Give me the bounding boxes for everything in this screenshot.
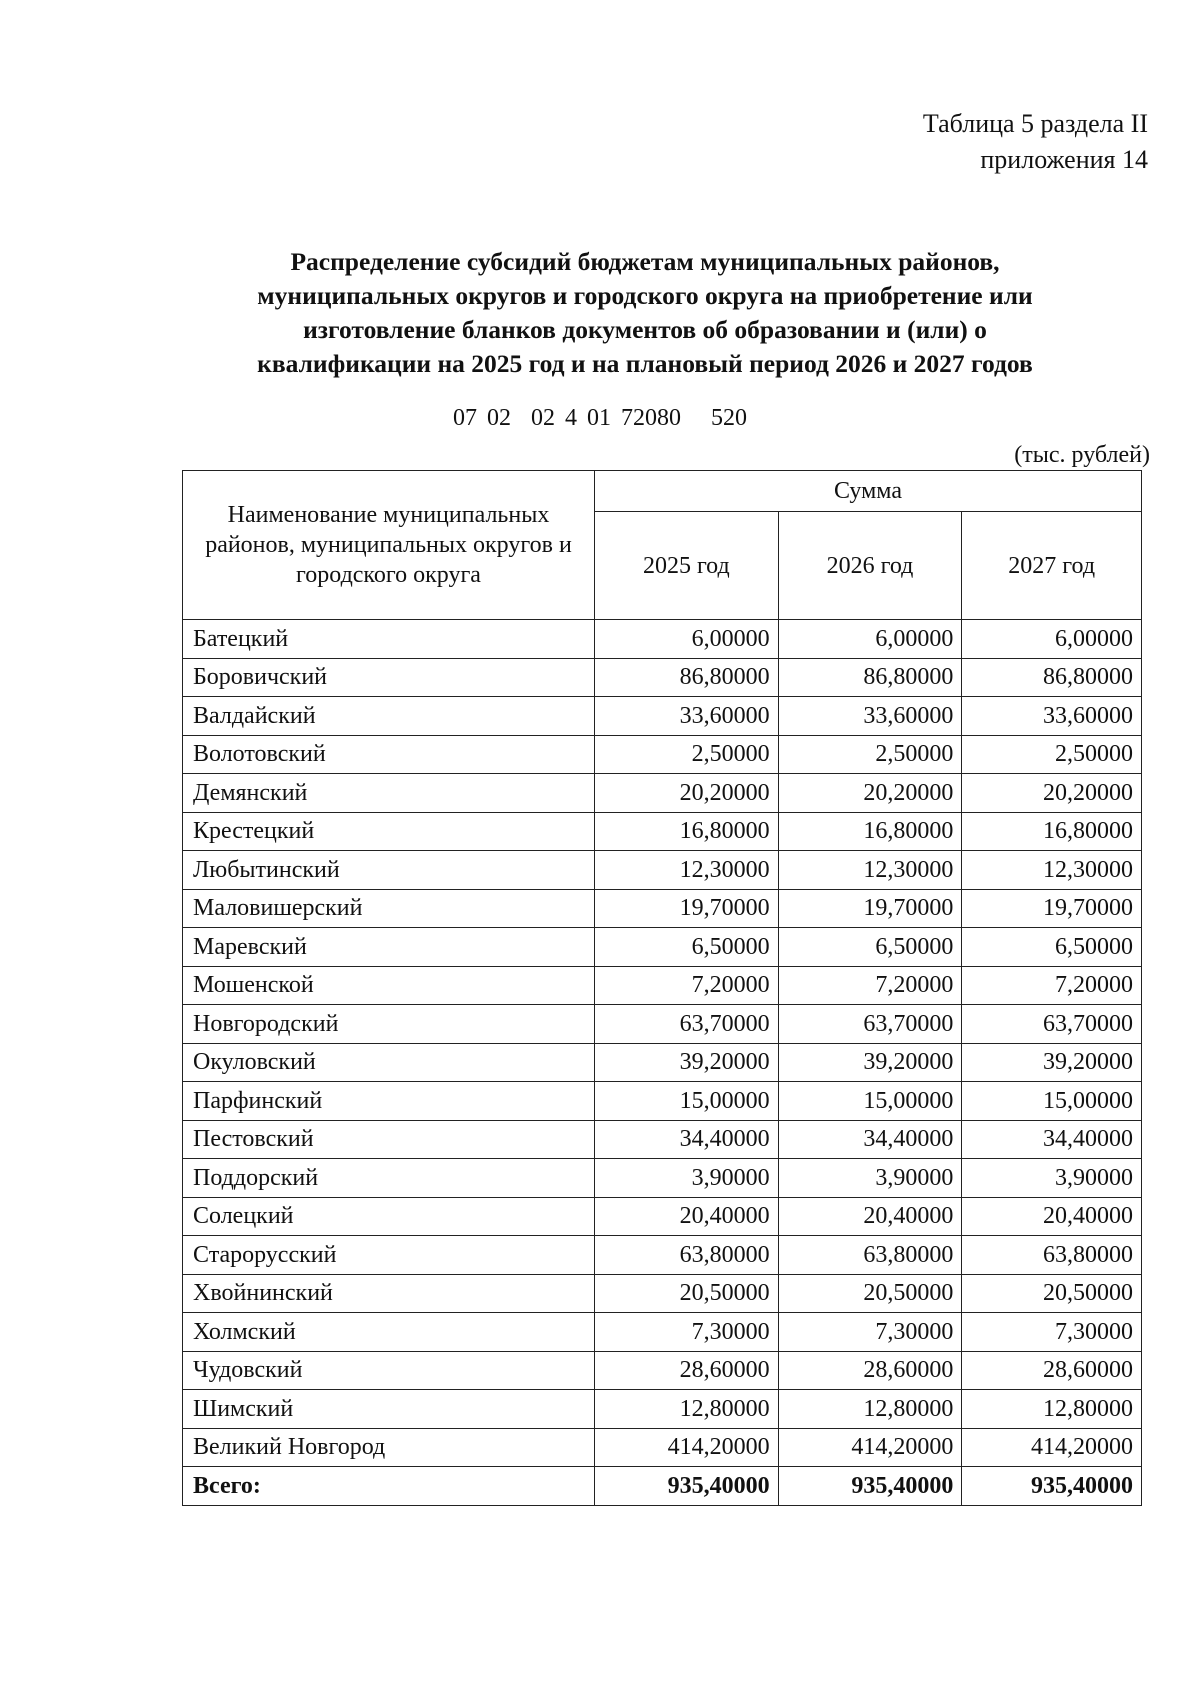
municipality-name: Великий Новгород	[183, 1428, 595, 1467]
amount-cell: 2,50000	[962, 735, 1142, 774]
reference-line-appendix: приложения 14	[980, 145, 1148, 174]
table-row	[183, 1159, 1142, 1198]
units-label: (тыс. рублей)	[1014, 442, 1150, 468]
amount-cell: 20,40000	[595, 1197, 779, 1236]
title-line: Распределение субсидий бюджетам муниципальных районов,	[290, 247, 1000, 276]
amount-cell: 19,70000	[595, 889, 779, 928]
table-row	[183, 1390, 1142, 1429]
subsidy-table	[182, 470, 1142, 1506]
amount-cell: 20,50000	[962, 1274, 1142, 1313]
total-amount: 935,40000	[962, 1467, 1142, 1506]
amount-cell: 19,70000	[962, 889, 1142, 928]
municipality-name: Боровичский	[183, 658, 595, 697]
amount-cell: 33,60000	[778, 697, 962, 736]
table-row	[183, 1197, 1142, 1236]
amount-cell: 15,00000	[778, 1082, 962, 1121]
municipality-name: Поддорский	[183, 1159, 595, 1198]
amount-cell: 414,20000	[778, 1428, 962, 1467]
amount-cell: 414,20000	[962, 1428, 1142, 1467]
table-row	[183, 889, 1142, 928]
amount-cell: 6,00000	[778, 620, 962, 659]
amount-cell: 12,30000	[962, 851, 1142, 890]
amount-cell: 28,60000	[595, 1351, 779, 1390]
appendix-reference	[923, 106, 1148, 178]
table-row	[183, 1313, 1142, 1352]
amount-cell: 63,80000	[595, 1236, 779, 1275]
municipality-name: Валдайский	[183, 697, 595, 736]
amount-cell: 63,70000	[962, 1005, 1142, 1044]
amount-cell: 15,00000	[595, 1082, 779, 1121]
header-year-2026: 2026 год	[778, 512, 962, 620]
amount-cell: 6,00000	[962, 620, 1142, 659]
municipality-name: Маревский	[183, 928, 595, 967]
table-header	[183, 471, 1142, 620]
title-line: муниципальных округов и городского округа на приобретение или	[257, 281, 1033, 310]
municipality-name: Парфинский	[183, 1082, 595, 1121]
amount-cell: 7,30000	[962, 1313, 1142, 1352]
municipality-name: Мошенской	[183, 966, 595, 1005]
amount-cell: 20,50000	[595, 1274, 779, 1313]
amount-cell: 34,40000	[595, 1120, 779, 1159]
header-year-2025: 2025 год	[595, 512, 779, 620]
table-row	[183, 735, 1142, 774]
document-title	[185, 245, 1105, 381]
table-row	[183, 812, 1142, 851]
amount-cell: 16,80000	[595, 812, 779, 851]
amount-cell: 12,30000	[595, 851, 779, 890]
amount-cell: 12,30000	[778, 851, 962, 890]
table-row	[183, 1120, 1142, 1159]
amount-cell: 16,80000	[962, 812, 1142, 851]
amount-cell: 12,80000	[778, 1390, 962, 1429]
table-row	[183, 697, 1142, 736]
amount-cell: 7,20000	[778, 966, 962, 1005]
amount-cell: 28,60000	[778, 1351, 962, 1390]
municipality-name: Волотовский	[183, 735, 595, 774]
table-row	[183, 620, 1142, 659]
amount-cell: 19,70000	[778, 889, 962, 928]
municipality-name: Пестовский	[183, 1120, 595, 1159]
table-row	[183, 1082, 1142, 1121]
table-row	[183, 966, 1142, 1005]
amount-cell: 63,70000	[595, 1005, 779, 1044]
amount-cell: 39,20000	[778, 1043, 962, 1082]
municipality-name: Демянский	[183, 774, 595, 813]
amount-cell: 414,20000	[595, 1428, 779, 1467]
table-row	[183, 1043, 1142, 1082]
table-body	[183, 620, 1142, 1506]
amount-cell: 63,80000	[962, 1236, 1142, 1275]
amount-cell: 6,00000	[595, 620, 779, 659]
total-amount: 935,40000	[595, 1467, 779, 1506]
amount-cell: 6,50000	[962, 928, 1142, 967]
municipality-name: Холмский	[183, 1313, 595, 1352]
amount-cell: 15,00000	[962, 1082, 1142, 1121]
amount-cell: 33,60000	[962, 697, 1142, 736]
amount-cell: 6,50000	[778, 928, 962, 967]
amount-cell: 3,90000	[962, 1159, 1142, 1198]
table-row	[183, 774, 1142, 813]
amount-cell: 20,40000	[778, 1197, 962, 1236]
amount-cell: 20,20000	[778, 774, 962, 813]
budget-classification-code: 07 02 02 4 01 72080 520	[453, 405, 747, 431]
title-line: изготовление бланков документов об образовании и (или) о	[303, 315, 987, 344]
municipality-name: Новгородский	[183, 1005, 595, 1044]
amount-cell: 7,20000	[595, 966, 779, 1005]
amount-cell: 34,40000	[778, 1120, 962, 1159]
amount-cell: 12,80000	[595, 1390, 779, 1429]
table-row	[183, 658, 1142, 697]
amount-cell: 86,80000	[778, 658, 962, 697]
amount-cell: 86,80000	[962, 658, 1142, 697]
amount-cell: 20,50000	[778, 1274, 962, 1313]
amount-cell: 2,50000	[595, 735, 779, 774]
amount-cell: 7,20000	[962, 966, 1142, 1005]
amount-cell: 63,70000	[778, 1005, 962, 1044]
total-row	[183, 1467, 1142, 1506]
municipality-name: Старорусский	[183, 1236, 595, 1275]
municipality-name: Окуловский	[183, 1043, 595, 1082]
table-row	[183, 1236, 1142, 1275]
amount-cell: 33,60000	[595, 697, 779, 736]
amount-cell: 86,80000	[595, 658, 779, 697]
amount-cell: 3,90000	[778, 1159, 962, 1198]
municipality-name: Крестецкий	[183, 812, 595, 851]
header-year-2027: 2027 год	[962, 512, 1142, 620]
amount-cell: 20,20000	[595, 774, 779, 813]
municipality-name: Хвойнинский	[183, 1274, 595, 1313]
amount-cell: 63,80000	[778, 1236, 962, 1275]
amount-cell: 3,90000	[595, 1159, 779, 1198]
table-row	[183, 1428, 1142, 1467]
amount-cell: 20,20000	[962, 774, 1142, 813]
reference-line-table: Таблица 5 раздела II	[922, 109, 1148, 138]
amount-cell: 2,50000	[778, 735, 962, 774]
amount-cell: 34,40000	[962, 1120, 1142, 1159]
header-municipality-name: Наименование муниципальных районов, муниципальных округов и городского округа	[183, 471, 595, 620]
amount-cell: 16,80000	[778, 812, 962, 851]
amount-cell: 28,60000	[962, 1351, 1142, 1390]
municipality-name: Шимский	[183, 1390, 595, 1429]
table-row	[183, 928, 1142, 967]
municipality-name: Любытинский	[183, 851, 595, 890]
table-row	[183, 851, 1142, 890]
table-row	[183, 1274, 1142, 1313]
amount-cell: 39,20000	[595, 1043, 779, 1082]
municipality-name: Маловишерский	[183, 889, 595, 928]
amount-cell: 6,50000	[595, 928, 779, 967]
amount-cell: 12,80000	[962, 1390, 1142, 1429]
table-row	[183, 1005, 1142, 1044]
amount-cell: 7,30000	[595, 1313, 779, 1352]
amount-cell: 7,30000	[778, 1313, 962, 1352]
amount-cell: 20,40000	[962, 1197, 1142, 1236]
municipality-name: Батецкий	[183, 620, 595, 659]
header-sum: Сумма	[595, 471, 1142, 512]
total-label: Всего:	[183, 1467, 595, 1506]
total-amount: 935,40000	[778, 1467, 962, 1506]
amount-cell: 39,20000	[962, 1043, 1142, 1082]
title-line: квалификации на 2025 год и на плановый период 2026 и 2027 годов	[257, 349, 1033, 378]
municipality-name: Чудовский	[183, 1351, 595, 1390]
municipality-name: Солецкий	[183, 1197, 595, 1236]
table-row	[183, 1351, 1142, 1390]
